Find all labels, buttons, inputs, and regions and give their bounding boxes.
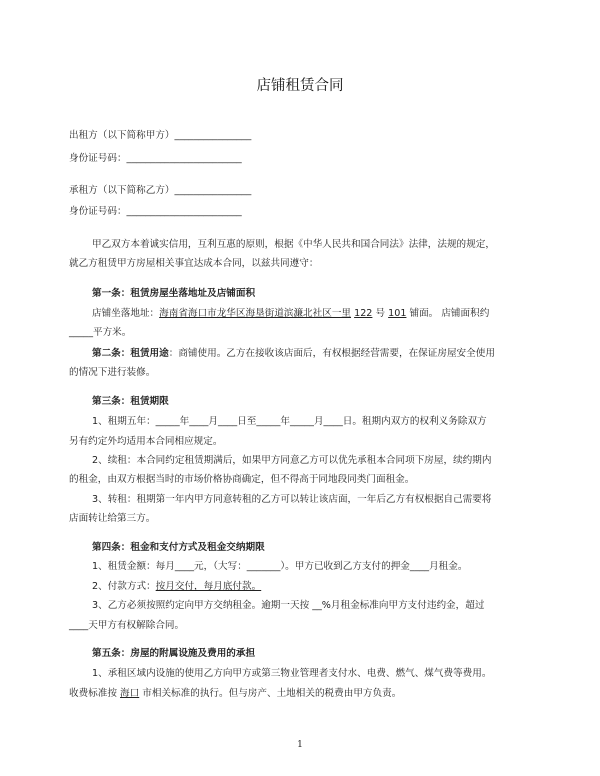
article-1-location (92, 305, 489, 319)
article-3-clause-3-line-1: 3、转租：租期第一年内甲方同意转租的乙方可以转让该店面，一年后乙方有权根据自己需要将 (92, 494, 492, 505)
article-3-clause-3-line-2: 店面转让给第三方。 (69, 513, 156, 524)
article-4-clause-2 (92, 578, 261, 592)
article-1-heading: 第一条：租赁房屋坐落地址及店铺面积 (92, 288, 256, 299)
article-2-text: ：商铺使用。乙方在接收该店面后，有权根据经营需要，在保证房屋安全使用 (168, 348, 495, 359)
location-prefix: 店铺坐落地址： (92, 308, 160, 319)
intro-line-1: 甲乙双方本着诚实信用，互利互惠的原则，根据《中华人民共和国合同法》法律，法规的规定， (92, 239, 495, 250)
page-number: 1 (297, 740, 303, 750)
payment-method-value: 按月交付，每月底付款。 (155, 581, 262, 592)
location-number-2: 101 (388, 308, 407, 319)
article-3-heading: 第三条：租赁期限 (92, 396, 169, 407)
article-2-line-1 (92, 345, 495, 359)
location-number-1: 122 (354, 308, 373, 319)
payment-method-label: 2、付款方式： (92, 581, 156, 592)
lessee-id-line: 身份证号码：________________________ (69, 206, 242, 217)
location-hao: 号 (375, 308, 386, 319)
lessee-line: 承租方（以下简称乙方）________________ (69, 185, 252, 196)
location-suffix: 铺面。 店铺面积约 (409, 308, 490, 319)
article-4-clause-1: 1、租赁金额：每月____元，（大写：_______）。甲方已收到乙方支付的押金____月租金。 (92, 561, 468, 572)
intro-line-2: 就乙方租赁甲方房屋相关事宜达成本合同，以兹共同遵守： (69, 258, 319, 269)
article-1-area: _____平方米。 (69, 327, 132, 338)
article-3-clause-2-line-1: 2、续租：本合同约定租赁期满后，如果甲方同意乙方可以优先承租本合同项下房屋，续约期内 (92, 455, 492, 466)
article-2-line-2: 的情况下进行装修。 (69, 367, 156, 378)
article-2-heading: 第二条：租赁用途 (92, 348, 169, 359)
article-5-clause-1-line-2 (69, 685, 401, 699)
location-address: 海南省海口市龙华区海垦街道滨濂北社区一里 (159, 308, 352, 319)
article-5-clause-1-line-1: 1、承租区域内设施的使用乙方向甲方或第三物业管理者支付水、电费、燃气、煤气费等费用。 (92, 668, 492, 679)
article-4-clause-3-line-1: 3、乙方必须按照约定向甲方交纳租金。逾期一天按 __%月租金标准向甲方支付违约金，超过 (92, 600, 485, 611)
article-4-clause-3-line-2: ____天甲方有权解除合同。 (69, 620, 185, 631)
article-3-clause-1-line-2: 另有约定外均适用本合同相应规定。 (69, 436, 223, 447)
article-3-clause-1-line-1: 1、租期五年：_____年____月____日至_____年_____月____日。租期内双方的权利义务除双方 (92, 416, 487, 427)
fee-standard-city: 海口 (120, 688, 140, 699)
article-5-heading: 第五条：房屋的附属设施及费用的承担 (92, 648, 256, 659)
contract-title: 店铺租赁合同 (256, 78, 344, 94)
article-4-heading: 第四条：租金和支付方式及租金交纳期限 (92, 542, 265, 553)
lessor-line: 出租方（以下简称甲方）________________ (69, 130, 252, 141)
fee-standard-prefix: 收费标准按 (69, 688, 121, 699)
fee-standard-suffix: 市相关标准的执行。但与房产、土地相关的税费由甲方负责。 (139, 688, 402, 699)
lessor-id-line: 身份证号码：________________________ (69, 153, 242, 164)
article-3-clause-2-line-2: 的租金，由双方根据当时的市场价格协商确定，但不得高于同地段同类门面租金。 (69, 474, 415, 485)
